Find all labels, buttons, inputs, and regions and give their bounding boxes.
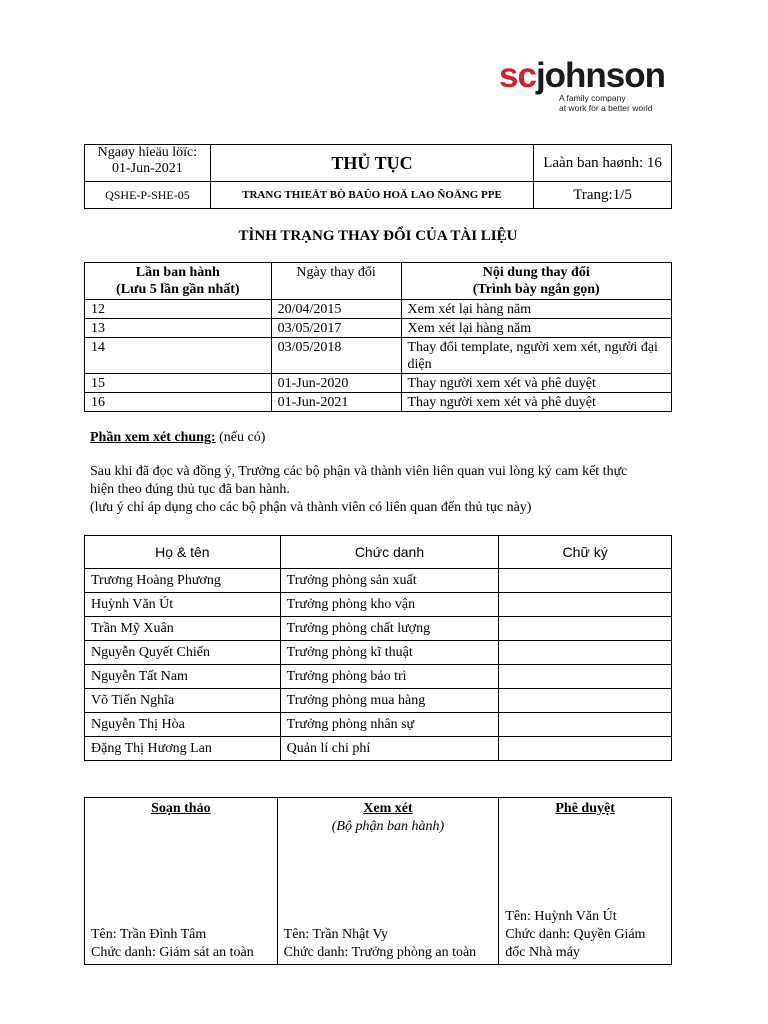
approve-name: Tên: Huỳnh Văn Út: [505, 909, 617, 924]
content-cell: Xem xét lại hàng năm: [401, 300, 672, 319]
approve-title: Chức danh: Quyền Giám đốc Nhà máy: [505, 927, 646, 960]
scjohnson-logo: [499, 58, 669, 128]
approve-cell[interactable]: [499, 798, 672, 965]
title-cell: Trưởng phòng bảo trì: [280, 665, 499, 689]
issue-number: Laàn ban haønh: 16: [534, 145, 672, 182]
issue-cell: 14: [85, 338, 272, 374]
table-row: [85, 689, 672, 713]
date-cell: 03/05/2018: [271, 338, 401, 374]
issue-cell: 13: [85, 319, 272, 338]
title-cell: Trưởng phòng nhân sự: [280, 713, 499, 737]
general-review-heading: [90, 430, 265, 446]
col-date-header: Ngày thay đổi: [271, 263, 401, 300]
draft-title: Chức danh: Giám sát an toàn: [91, 945, 254, 960]
approval-table: [84, 797, 672, 965]
effective-date-cell: [85, 145, 211, 182]
table-row: [85, 665, 672, 689]
signature-cell[interactable]: [499, 593, 672, 617]
title-cell: Trưởng phòng mua hàng: [280, 689, 499, 713]
col-title-header: Chức danh: [280, 536, 499, 569]
col-issue-line1: Lần ban hành: [135, 265, 220, 280]
logo-tagline-2: at work for a better world: [559, 103, 653, 113]
title-cell: Trưởng phòng kĩ thuật: [280, 641, 499, 665]
col-sign-header: Chữ ký: [499, 536, 672, 569]
date-cell: 01-Jun-2021: [271, 393, 401, 412]
document-name: TRANG THIEÁT BÒ BAÛO HOÄ LAO ÑOÄNG PPE: [210, 182, 533, 209]
logo-wordmark: [499, 58, 669, 93]
signature-table: [84, 535, 672, 761]
document-header-table: [84, 144, 672, 209]
table-row: [85, 300, 672, 319]
draft-cell[interactable]: [85, 798, 278, 965]
title-cell: Trưởng phòng chất lượng: [280, 617, 499, 641]
table-row: [85, 593, 672, 617]
effective-date-label: Ngaøy hieäu löïc:: [97, 145, 198, 160]
review-line-1: Sau khi đã đọc và đồng ý, Trưởng các bộ phận và thành viên liên quan vui lòng ký cam kết thực: [90, 464, 628, 479]
col-content-line1: Nội dung thay đổi: [482, 265, 590, 280]
document-code: QSHE-P-SHE-05: [85, 182, 211, 209]
issue-cell: 16: [85, 393, 272, 412]
signature-header-row: [85, 536, 672, 569]
table-row: [85, 393, 672, 412]
review-heading: Xem xét: [363, 801, 413, 816]
name-cell: Huỳnh Văn Út: [85, 593, 281, 617]
signature-cell[interactable]: [499, 569, 672, 593]
procedure-title: THỦ TỤC: [210, 145, 533, 182]
effective-date-value: 01-Jun-2021: [112, 161, 183, 176]
draft-heading: Soạn thảo: [151, 801, 211, 816]
date-cell: 20/04/2015: [271, 300, 401, 319]
table-row: [85, 569, 672, 593]
draft-name: Tên: Trần Đình Tâm: [91, 927, 207, 942]
page-number: Trang:1/5: [534, 182, 672, 209]
table-row: [85, 617, 672, 641]
table-row: [85, 737, 672, 761]
review-title: Chức danh: Trưởng phòng an toàn: [283, 945, 477, 960]
signature-cell[interactable]: [499, 689, 672, 713]
name-cell: Võ Tiến Nghĩa: [85, 689, 281, 713]
content-cell: Thay người xem xét và phê duyệt: [401, 393, 672, 412]
name-cell: Nguyễn Thị Hòa: [85, 713, 281, 737]
signature-cell[interactable]: [499, 737, 672, 761]
table-row: [85, 374, 672, 393]
review-subheading: (Bộ phận ban hành): [331, 819, 445, 834]
name-cell: Trương Hoàng Phương: [85, 569, 281, 593]
logo-johnson: johnson: [535, 56, 666, 95]
general-review-note: (nếu có): [215, 430, 266, 445]
name-cell: Trần Mỹ Xuân: [85, 617, 281, 641]
title-cell: Trưởng phòng kho vận: [280, 593, 499, 617]
content-cell: Thay đổi template, người xem xét, người đại diện: [401, 338, 672, 374]
revision-history-table: [84, 262, 672, 412]
history-title: TÌNH TRẠNG THAY ĐỔI CỦA TÀI LIỆU: [238, 228, 518, 244]
table-row: [85, 319, 672, 338]
col-name-header: Họ & tên: [85, 536, 281, 569]
signature-cell[interactable]: [499, 713, 672, 737]
approve-heading: Phê duyệt: [555, 801, 615, 816]
name-cell: Đặng Thị Hương Lan: [85, 737, 281, 761]
table-row: [85, 641, 672, 665]
name-cell: Nguyễn Tất Nam: [85, 665, 281, 689]
title-cell: Trưởng phòng sản xuất: [280, 569, 499, 593]
table-row: [85, 713, 672, 737]
col-content-line2: (Trình bày ngắn gọn): [472, 282, 600, 297]
content-cell: Xem xét lại hàng năm: [401, 319, 672, 338]
issue-cell: 12: [85, 300, 272, 319]
content-cell: Thay người xem xét và phê duyệt: [401, 374, 672, 393]
general-review-title: Phần xem xét chung:: [90, 430, 216, 445]
table-row: [85, 338, 672, 374]
review-line-2: hiện theo đúng thủ tục đã ban hành.: [90, 482, 290, 497]
date-cell: 01-Jun-2020: [271, 374, 401, 393]
logo-sc: sc: [499, 56, 536, 95]
signature-cell[interactable]: [499, 665, 672, 689]
date-cell: 03/05/2017: [271, 319, 401, 338]
general-review-text: [90, 463, 680, 517]
history-header-row: [85, 263, 672, 300]
issue-cell: 15: [85, 374, 272, 393]
review-cell[interactable]: [277, 798, 499, 965]
title-cell: Quản lí chi phí: [280, 737, 499, 761]
name-cell: Nguyễn Quyết Chiến: [85, 641, 281, 665]
review-name: Tên: Trần Nhật Vy: [283, 927, 389, 942]
col-issue-line2: (Lưu 5 lần gần nhất): [116, 282, 240, 297]
signature-cell[interactable]: [499, 617, 672, 641]
review-line-3: (lưu ý chỉ áp dụng cho các bộ phận và thành viên có liên quan đến thủ tục này): [90, 500, 532, 515]
logo-tagline-1: A family company: [559, 93, 626, 103]
signature-cell[interactable]: [499, 641, 672, 665]
col-issue-header: [85, 263, 272, 300]
col-content-header: [401, 263, 672, 300]
